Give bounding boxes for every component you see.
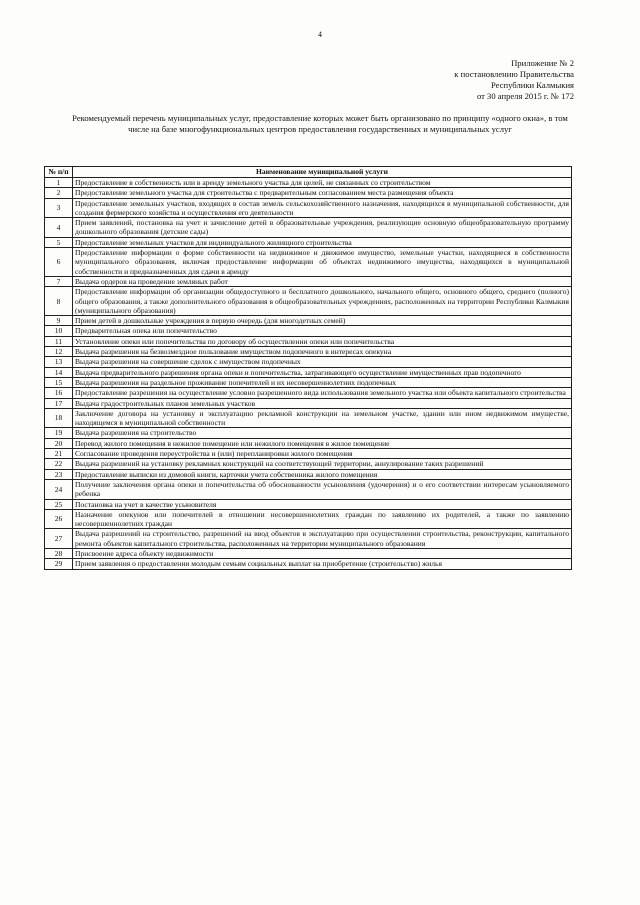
service-name: Перевод жилого помещения в нежилое помещение или нежилого помещения в жилое помещение	[73, 438, 572, 448]
service-name: Получение заключения органа опеки и попечительства об обоснованности усыновления (удочерения) и о его соответствии интересам усыновляемого ребенка	[73, 479, 572, 499]
row-number: 15	[45, 377, 73, 387]
service-name: Прием детей в дошкольные учреждения в первую очередь (для многодетных семей)	[73, 316, 572, 326]
table-row	[45, 198, 572, 218]
row-number: 19	[45, 428, 73, 438]
service-name: Заключение договора на установку и эксплуатацию рекламной конструкции на земельном участке, здании или ином недвижимом имуществе, находящемся в муниципальной собственности	[73, 408, 572, 428]
row-number: 23	[45, 469, 73, 479]
document-heading: Рекомендуемый перечень муниципальных услуг, предоставление которых может быть организовано по принципу «одного окна», в том числе на базе многофункциональных центров предоставления государственных и муниципальных услуг	[72, 113, 568, 134]
row-number: 4	[45, 218, 73, 238]
table-row	[45, 548, 572, 558]
row-number: 20	[45, 438, 73, 448]
row-number: 13	[45, 357, 73, 367]
service-name: Выдача разрешений на строительство, разрешений на ввод объектов в эксплуатацию при осуществлении строительства, реконструкции, капитального ремонта объектов капитального строительства, расположенных на территории муниципального образования	[73, 529, 572, 549]
table-header-row	[45, 167, 572, 178]
table-row	[45, 479, 572, 499]
table-row	[45, 326, 572, 336]
service-name: Согласование проведения переустройства и (или) перепланировки жилого помещения	[73, 449, 572, 459]
row-number: 21	[45, 449, 73, 459]
appendix-republic: Республики Калмыкия	[491, 80, 574, 90]
row-number: 2	[45, 188, 73, 198]
service-name: Присвоение адреса объекту недвижимости	[73, 548, 572, 558]
service-name: Предоставление земельных участков для индивидуального жилищного строительства	[73, 237, 572, 247]
service-name: Установление опеки или попечительства по договору об осуществлении опеки или попечительства	[73, 336, 572, 346]
service-name: Выдача ордеров на проведение земляных работ	[73, 276, 572, 286]
row-number: 17	[45, 398, 73, 408]
appendix-resolution: к постановлению Правительства	[454, 69, 574, 79]
page-number: 4	[318, 30, 322, 39]
table-row	[45, 388, 572, 398]
table-row	[45, 529, 572, 549]
service-name: Прием заявления о предоставлении молодым семьям социальных выплат на приобретение (строительство) жилья	[73, 559, 572, 569]
table-row	[45, 248, 572, 277]
row-number: 7	[45, 276, 73, 286]
row-number: 25	[45, 499, 73, 509]
table-row	[45, 188, 572, 198]
service-name: Выдача предварительного разрешения органа опеки и попечительства, затрагивающего осуществление имущественных прав подопечного	[73, 367, 572, 377]
service-name: Выдача градостроительных планов земельных участков	[73, 398, 572, 408]
row-number: 26	[45, 509, 73, 529]
appendix-block	[454, 58, 574, 102]
row-number: 3	[45, 198, 73, 218]
table-row	[45, 377, 572, 387]
service-name: Предоставление земельного участка для строительства с предварительным согласованием места размещения объекта	[73, 188, 572, 198]
table-row	[45, 499, 572, 509]
table-body	[45, 178, 572, 570]
service-name: Постановка на учет в качестве усыновителя	[73, 499, 572, 509]
row-number: 11	[45, 336, 73, 346]
row-number: 10	[45, 326, 73, 336]
table-row	[45, 449, 572, 459]
table-row	[45, 336, 572, 346]
row-number: 24	[45, 479, 73, 499]
table-row	[45, 509, 572, 529]
table-row	[45, 408, 572, 428]
row-number: 16	[45, 388, 73, 398]
table-row	[45, 316, 572, 326]
row-number: 5	[45, 237, 73, 247]
table-row	[45, 237, 572, 247]
row-number: 9	[45, 316, 73, 326]
service-name: Прием заявлений, постановка на учет и зачисление детей в образовательные учреждения, реализующие основную общеобразовательную программу дошкольного образования (детские сады)	[73, 218, 572, 238]
header-name: Наименование муниципальной услуги	[73, 167, 572, 178]
table-row	[45, 469, 572, 479]
table-row	[45, 287, 572, 316]
row-number: 12	[45, 347, 73, 357]
row-number: 29	[45, 559, 73, 569]
table-row	[45, 357, 572, 367]
table-row	[45, 276, 572, 286]
header-num: № п/п	[45, 167, 73, 178]
row-number: 14	[45, 367, 73, 377]
row-number: 27	[45, 529, 73, 549]
service-name: Назначение опекунов или попечителей в отношении несовершеннолетних граждан по заявлению их родителей, а также по заявлению несовершеннолетних граждан	[73, 509, 572, 529]
row-number: 6	[45, 248, 73, 277]
table-row	[45, 559, 572, 569]
service-name: Предоставление земельных участков, входящих в состав земель сельскохозяйственного назначения, находящихся в муниципальной собственности, для создания фермерского хозяйства и осуществления его деятельности	[73, 198, 572, 218]
appendix-date: от 30 апреля 2015 г. № 172	[476, 91, 574, 101]
service-name: Предоставление разрешения на осуществление условно разрешенного вида использования земельного участка или объекта капитального строительства	[73, 388, 572, 398]
appendix-title: Приложение № 2	[511, 58, 574, 68]
table-row	[45, 459, 572, 469]
table-row	[45, 347, 572, 357]
service-name: Выдача разрешения на безвозмездное пользование имуществом подопечного в интересах опекуна	[73, 347, 572, 357]
table-row	[45, 218, 572, 238]
row-number: 28	[45, 548, 73, 558]
table-row	[45, 178, 572, 188]
service-name: Выдача разрешения на совершение сделок с имуществом подопечных	[73, 357, 572, 367]
service-name: Предоставление информации о форме собственности на недвижимое и движимое имущество, земельные участки, находящиеся в собственности муниципального образования, включая предоставление информации об объектах недвижимого имущества, находящихся в муниципальной собственности и предназначенных для сдачи в аренду	[73, 248, 572, 277]
row-number: 8	[45, 287, 73, 316]
service-name: Выдача разрешений на установку рекламных конструкций на соответствующей территории, аннулирование таких разрешений	[73, 459, 572, 469]
table-row	[45, 438, 572, 448]
table-row	[45, 428, 572, 438]
services-table	[44, 166, 572, 570]
row-number: 22	[45, 459, 73, 469]
row-number: 1	[45, 178, 73, 188]
service-name: Выдача разрешения на раздельное проживание попечителей и их несовершеннолетних подопечных	[73, 377, 572, 387]
row-number: 18	[45, 408, 73, 428]
service-name: Предоставление выписки из домовой книги, карточки учета собственника жилого помещения	[73, 469, 572, 479]
service-name: Предоставление в собственность или в аренду земельного участка для целей, не связанных со строительством	[73, 178, 572, 188]
table-row	[45, 367, 572, 377]
service-name: Предоставление информации об организации общедоступного и бесплатного дошкольного, начального общего, основного общего, среднего (полного) общего образования, а также дополнительного образования в общеобразовательных учреждениях, расположенных на территории Республики Калмыкия (муниципального образования)	[73, 287, 572, 316]
service-name: Предварительная опека или попечительство	[73, 326, 572, 336]
table-row	[45, 398, 572, 408]
service-name: Выдача разрешения на строительство	[73, 428, 572, 438]
